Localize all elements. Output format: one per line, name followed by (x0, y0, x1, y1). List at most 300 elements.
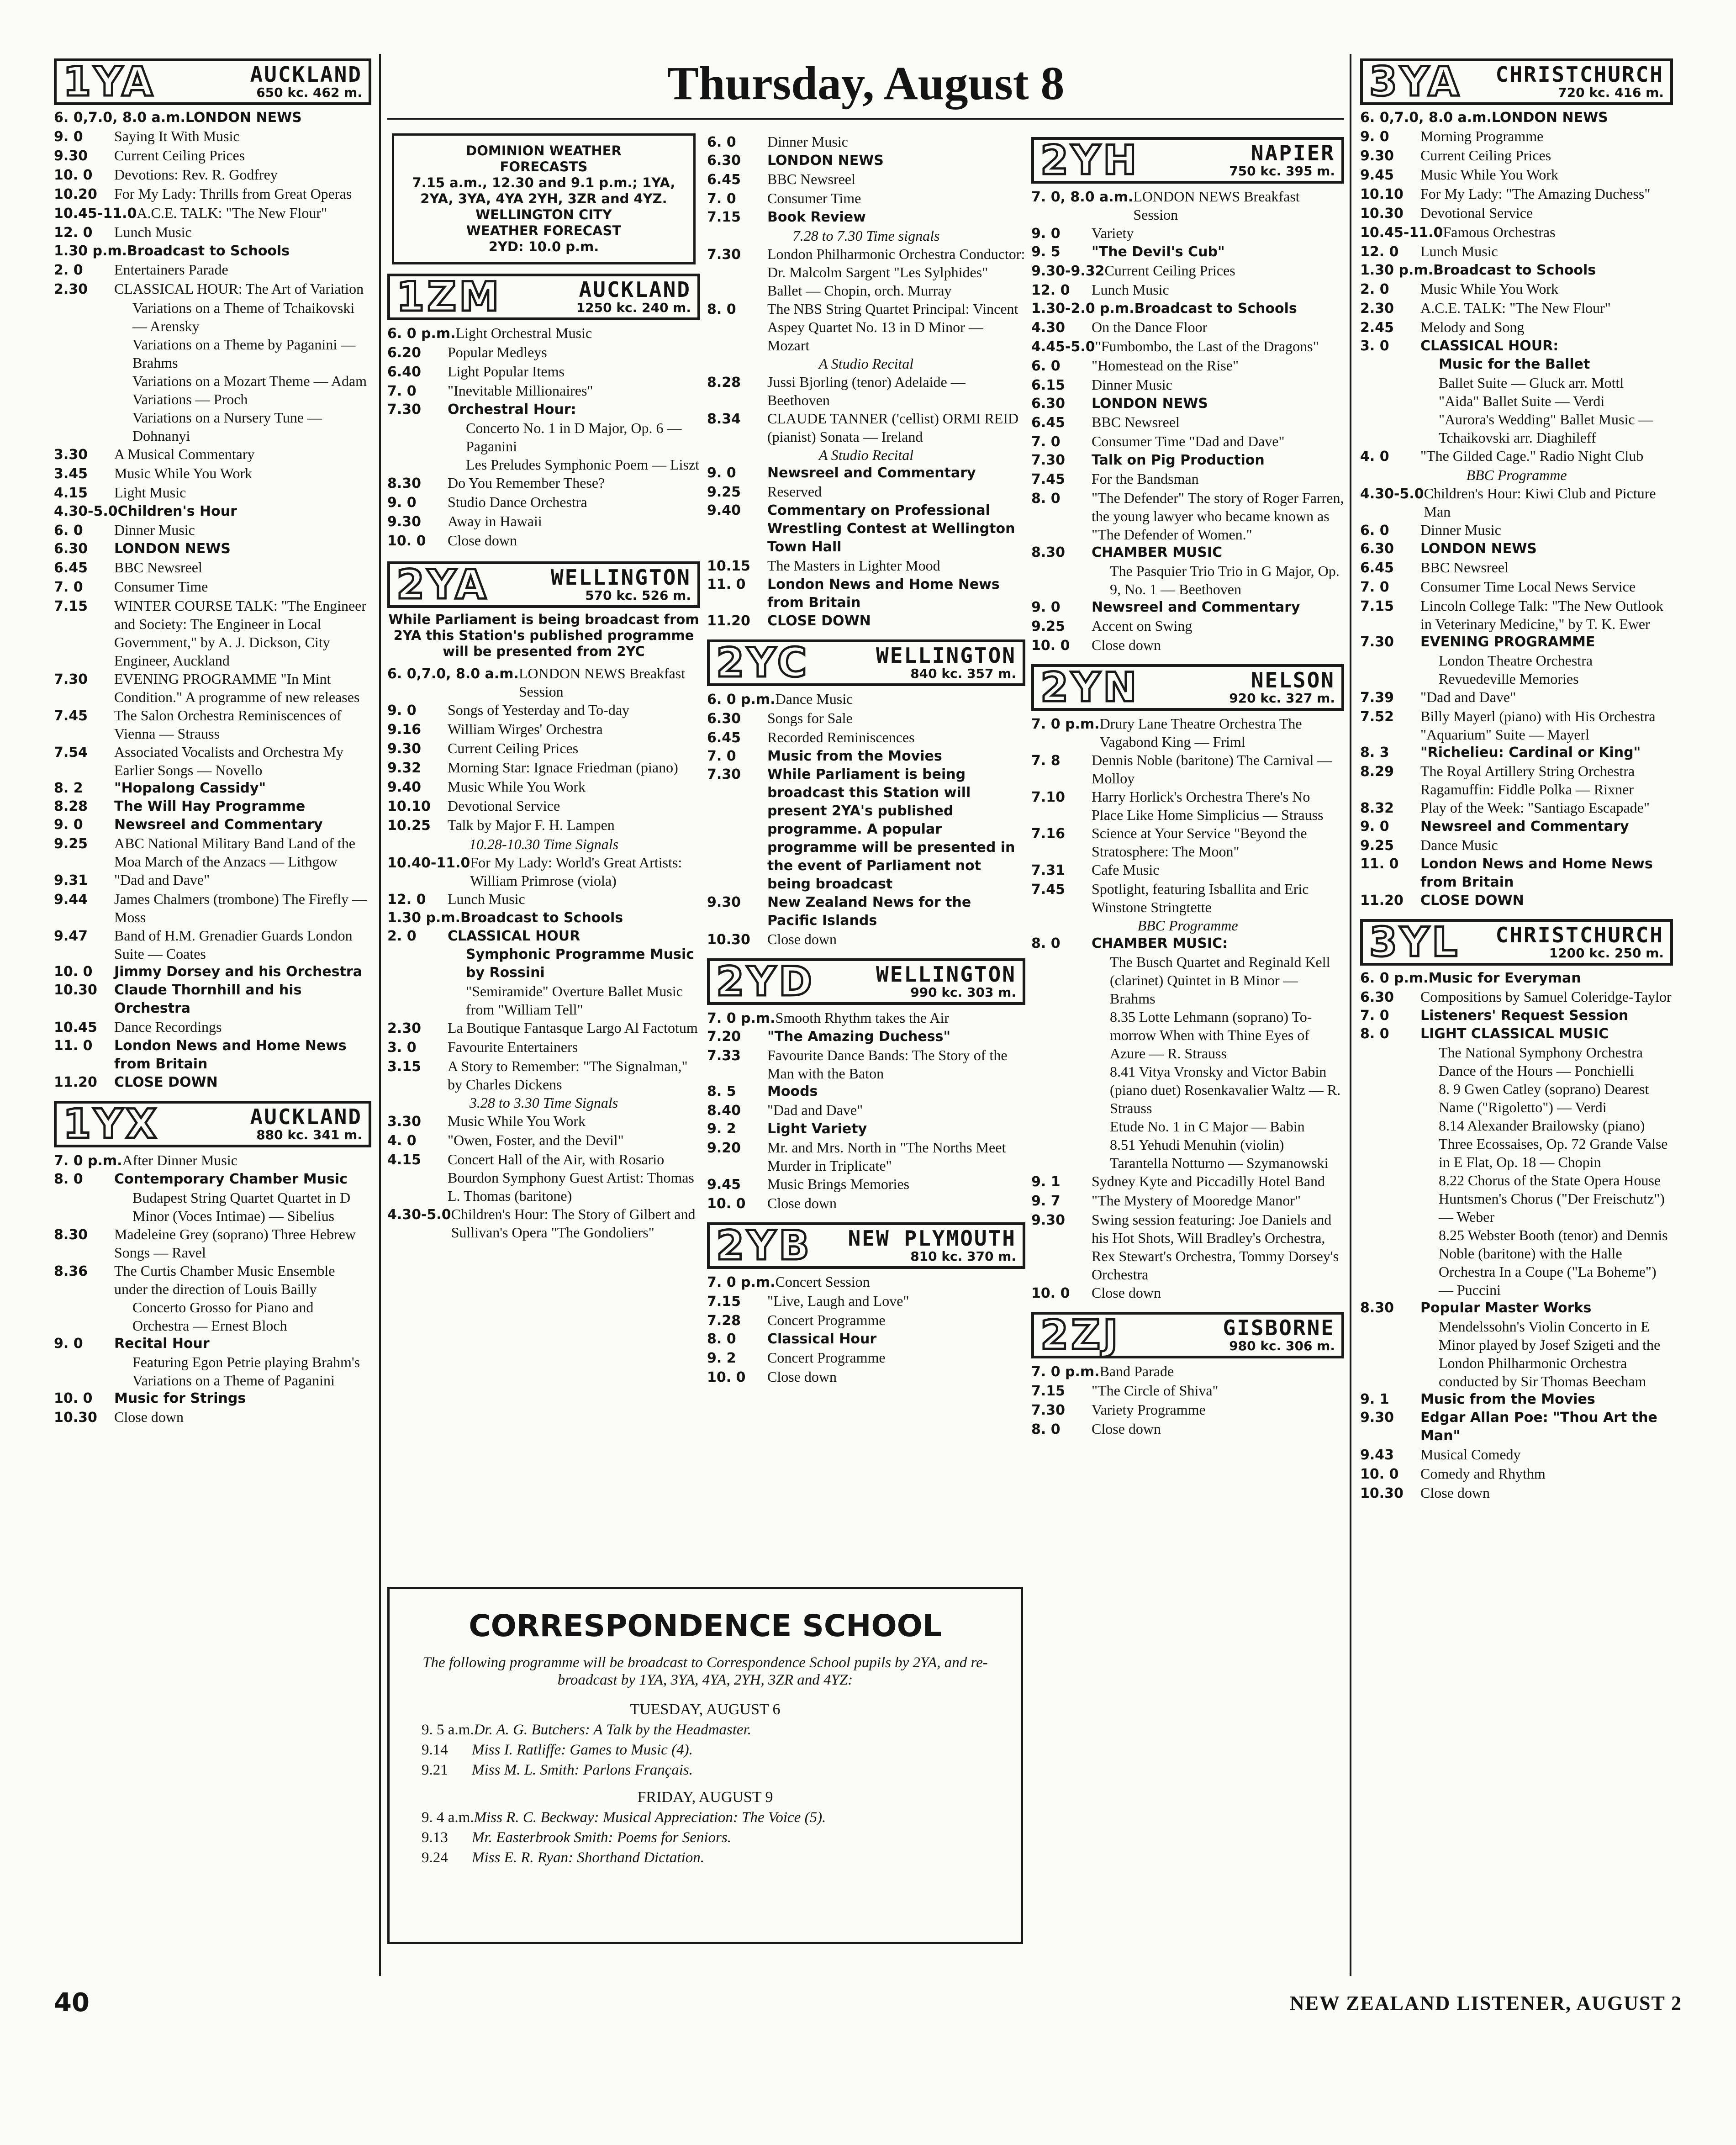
program-time: 7.31 (1031, 862, 1066, 878)
program-title: Variations on a Nursery Tune — Dohnanyi (132, 409, 322, 444)
program-entry (1360, 707, 1673, 744)
program-title: Concerto Grosso for Piano and Orchestra — Ernest Bloch (132, 1299, 314, 1334)
program-title: "Fumbombo, the Last of the Dragons" (1095, 338, 1319, 354)
program-title: Close down (114, 1409, 184, 1425)
program-title: Children's Hour: The Story of Gilbert and Sullivan's Opera "The Gondoliers" (451, 1206, 696, 1241)
program-time: 6.45 (1031, 415, 1066, 431)
program-entry (387, 401, 700, 419)
station-logo-2zj (1031, 1312, 1344, 1358)
program-time: 9. 1 (1031, 1174, 1061, 1190)
program-time: 9.30-9.32 (1031, 263, 1105, 279)
program-entry (707, 446, 1025, 464)
program-entry (1031, 562, 1344, 598)
program-time: 8.30 (1360, 1300, 1394, 1316)
program-entry (707, 728, 1025, 747)
program-title: Variety (1092, 225, 1134, 241)
program-title: "The Circle of Shiva" (1092, 1382, 1219, 1399)
program-title: Songs for Sale (767, 710, 853, 726)
program-title: "Inevitable Millionaires" (448, 382, 593, 399)
station-call: 2YH (1040, 137, 1140, 184)
program-entry (707, 1120, 1025, 1138)
program-entry (54, 390, 371, 408)
program-time: 12. 0 (1031, 282, 1070, 298)
program-entry (707, 766, 1025, 893)
program-entry (387, 701, 700, 720)
program-time: 6.30 (54, 541, 88, 557)
masthead-rule (387, 118, 1344, 120)
station-call: 1YA (63, 58, 156, 105)
program-title: Popular Medleys (448, 344, 547, 360)
column-5 (1360, 54, 1673, 1503)
program-title: A.C.E. TALK: "The New Flour" (137, 205, 327, 221)
program-entry (1031, 489, 1344, 544)
program-title: "The Mystery of Mooredge Manor" (1092, 1192, 1301, 1209)
correspondence-item (422, 1807, 989, 1828)
program-time: 8.36 (54, 1263, 88, 1279)
program-entry (387, 343, 700, 362)
program-entry (1360, 688, 1673, 707)
program-note: A Studio Recital (818, 447, 914, 463)
program-entry (1031, 470, 1344, 489)
program-title: Variations — Proch (132, 391, 248, 407)
program-time: 7.30 (387, 402, 422, 417)
program-title: Light Variety (767, 1121, 867, 1137)
program-entry (54, 260, 371, 280)
program-entry (54, 185, 371, 204)
program-title: Moods (767, 1083, 818, 1099)
program-time: 7.54 (54, 745, 88, 761)
program-title: The Masters in Lighter Mood (767, 557, 940, 574)
program-title: Orchestral Hour: (448, 402, 576, 417)
program-entry (707, 208, 1025, 227)
program-list-2yd (707, 1009, 1025, 1213)
station-call: 2YA (396, 561, 489, 608)
program-time: 3. 0 (1360, 338, 1389, 354)
column-2 (387, 123, 700, 1242)
program-entry (1360, 1080, 1673, 1116)
program-entry (54, 834, 371, 871)
program-time: 7.15 (707, 209, 741, 225)
program-entry (1360, 355, 1673, 374)
program-time: 10.10 (387, 798, 431, 814)
program-title: Studio Dance Orchestra (448, 494, 587, 510)
program-note: BBC Programme (1466, 467, 1567, 483)
program-time: 7.20 (707, 1029, 741, 1045)
program-title: Current Ceiling Prices (1104, 262, 1235, 279)
program-entry (1360, 836, 1673, 855)
program-entry (54, 483, 371, 502)
program-time: 7. 0 (1360, 1008, 1389, 1024)
program-entry (1360, 261, 1673, 280)
program-time: 6.20 (387, 345, 422, 361)
correspondence-title: Miss I. Ratliffe: Games to Music (4). (472, 1742, 693, 1758)
program-time: 9.30 (707, 894, 741, 910)
program-time: 4.30-5.0 (387, 1207, 451, 1223)
program-title: Concert Session (775, 1273, 870, 1290)
column-1 (54, 54, 371, 1427)
program-time: 7.30 (54, 671, 88, 687)
program-title: Mendelssohn's Violin Concerto in E Minor played by Josef Szigeti and the London Philharmonic Orchestra conducted by Sir Thomas Beecham (1439, 1318, 1661, 1389)
program-entry (54, 1262, 371, 1298)
program-entry (1360, 855, 1673, 892)
program-entry (54, 540, 371, 558)
program-entry (54, 558, 371, 577)
program-entry (707, 227, 1025, 245)
program-time: 10.30 (707, 932, 750, 948)
correspondence-item (422, 1848, 989, 1868)
program-time: 7.39 (1360, 690, 1394, 706)
program-time: 11. 0 (707, 576, 746, 592)
program-title: The NBS String Quartet Principal: Vincent Aspey Quartet No. 13 in D Minor — Mozart (767, 301, 1018, 354)
program-title: Favourite Dance Bands: The Story of the Man with the Baton (767, 1047, 1008, 1082)
program-time: 7.30 (1360, 634, 1394, 650)
program-time: 7.45 (1031, 882, 1066, 898)
program-title: Lunch Music (1420, 243, 1498, 259)
program-time: 6. 0,7.0, 8.0 a.m. (54, 110, 185, 126)
program-title: CLOSE DOWN (767, 613, 871, 629)
program-entry (1031, 243, 1344, 261)
program-time: 9.16 (387, 722, 422, 738)
program-time: 6. 0 p.m. (707, 692, 776, 708)
program-time: 10.40-11.0 (387, 855, 470, 871)
program-title: Close down (1092, 637, 1161, 653)
program-entry (387, 982, 700, 1019)
program-title: Broadcast to Schools (127, 243, 290, 259)
program-entry (707, 1028, 1025, 1046)
column-rule (379, 54, 381, 1976)
program-entry (707, 930, 1025, 949)
station-frequency: 990 kc. 303 m. (910, 985, 1016, 1000)
program-time: 9.30 (387, 741, 422, 757)
program-title: Budapest String Quartet Quartet in D Minor (Voces Intimae) — Sibelius (132, 1189, 351, 1224)
program-list-2ya-continued (707, 132, 1025, 630)
program-title: Lunch Music (1092, 281, 1169, 298)
program-title: Sydney Kyte and Piccadilly Hotel Band (1092, 1173, 1325, 1189)
program-entry (387, 324, 700, 343)
correspondence-list (422, 1720, 989, 1780)
program-title: 8.14 Alexander Brailowsky (piano) Three Ecossaises, Op. 72 Grande Valse in E Flat, Op. 18 — Chopin (1439, 1117, 1668, 1170)
program-time: 6.45 (707, 730, 741, 746)
program-title: For My Lady: Thrills from Great Operas (114, 185, 352, 202)
program-entry (1031, 1008, 1344, 1062)
program-title: A.C.E. TALK: "The New Flour" (1420, 300, 1611, 316)
program-entry (1360, 1171, 1673, 1226)
program-title: Music for Strings (114, 1390, 246, 1406)
program-time: 9.47 (54, 928, 88, 944)
program-note: 3.28 to 3.30 Time Signals (469, 1094, 618, 1111)
program-entry (707, 1194, 1025, 1213)
program-title: BBC Newsreel (767, 171, 855, 187)
program-title: Newsreel and Commentary (114, 817, 323, 833)
program-entry (387, 1150, 700, 1205)
program-entry (54, 798, 371, 816)
program-title: Music While You Work (1420, 280, 1559, 297)
program-entry (707, 1083, 1025, 1101)
program-entry (707, 482, 1025, 502)
program-time: 7.30 (1031, 452, 1066, 468)
program-title: For the Bandsman (1092, 470, 1199, 487)
program-title: Music for Everyman (1428, 970, 1581, 986)
program-title: Music While You Work (1420, 166, 1559, 183)
program-list-2yb (707, 1273, 1025, 1387)
program-entry (54, 816, 371, 834)
program-time: 9.40 (387, 779, 422, 795)
program-entry (1360, 1025, 1673, 1043)
column-3 (707, 132, 1025, 1387)
program-time: 9. 0 (1031, 599, 1061, 615)
program-title: Away in Hawaii (448, 513, 542, 529)
program-entry (1031, 953, 1344, 1008)
program-time: 9.25 (707, 484, 741, 500)
program-title: LONDON NEWS Breakfast Session (1133, 188, 1300, 223)
program-time: 8. 0 (54, 1171, 83, 1187)
program-time: 7. 0 p.m. (707, 1274, 776, 1290)
program-time: 10. 0 (1031, 1285, 1070, 1301)
program-time: 10.30 (1360, 206, 1404, 222)
program-title: Jimmy Dorsey and his Orchestra (114, 964, 362, 980)
program-entry (1031, 280, 1344, 300)
program-title: Music While You Work (448, 778, 586, 795)
program-entry (1031, 356, 1344, 375)
program-time: 10. 0 (1031, 638, 1070, 654)
station-logo-2yb (707, 1222, 1025, 1269)
program-entry (1031, 1362, 1344, 1381)
program-title: Lunch Music (114, 224, 192, 240)
program-entry (387, 664, 700, 701)
program-title: Close down (1092, 1421, 1161, 1437)
program-entry (387, 1094, 700, 1112)
program-title: Featuring Egon Petrie playing Brahm's Variations on a Theme of Paganini (132, 1354, 360, 1389)
program-time: 9.30 (1031, 1212, 1066, 1228)
program-entry (54, 223, 371, 242)
program-entry (1360, 146, 1673, 165)
program-time: 7.30 (707, 766, 741, 782)
program-entry (387, 531, 700, 550)
program-time: 6.30 (1031, 396, 1066, 412)
program-entry (1360, 1116, 1673, 1171)
program-time: 11.20 (1360, 893, 1404, 909)
program-title: For My Lady: World's Great Artists: William Primrose (viola) (470, 854, 682, 889)
program-title: New Zealand News for the Pacific Islands (767, 894, 971, 929)
program-time: 1.30 p.m. (387, 910, 460, 926)
program-time: 4.30-5.0 (1360, 486, 1424, 502)
program-time: 8.30 (387, 475, 422, 491)
program-title: The National Symphony Orchestra Dance of the Hours — Ponchielli (1439, 1044, 1643, 1079)
program-entry (387, 381, 700, 401)
program-entry (1031, 318, 1344, 337)
program-title: Cafe Music (1092, 861, 1160, 878)
program-title: The Curtis Chamber Music Ensemble under the direction of Louis Bailly (114, 1263, 335, 1297)
correspondence-day-heading: FRIDAY, AUGUST 9 (637, 1789, 773, 1806)
program-entry (1031, 337, 1344, 356)
program-title: Lunch Music (448, 891, 525, 907)
program-list-1ya (54, 109, 371, 1092)
program-time: 10. 0 (387, 533, 426, 549)
program-title: Dinner Music (114, 522, 195, 538)
program-time: 8.32 (1360, 800, 1394, 816)
program-entry (387, 909, 700, 927)
program-title: Devotional Service (448, 798, 560, 814)
program-title: Symphonic Programme Music by Rossini (466, 946, 695, 981)
program-title: 8.41 Vitya Vronsky and Victor Babin (piano duet) Rosenkavalier Waltz — R. Strauss (1110, 1063, 1341, 1116)
program-entry (1031, 1284, 1344, 1303)
program-entry (54, 779, 371, 798)
program-time: 2. 0 (1360, 281, 1389, 297)
program-time: 9. 7 (1031, 1193, 1061, 1209)
program-entry (387, 1019, 700, 1038)
program-entry (1031, 1210, 1344, 1284)
correspondence-item (422, 1828, 989, 1848)
program-time: 8. 0 (1031, 491, 1061, 507)
program-time: 11.20 (707, 613, 750, 629)
program-entry (1031, 1420, 1344, 1439)
program-entry (1360, 818, 1673, 836)
program-time: 10.45-11.0 (1360, 225, 1443, 241)
program-time: 3.30 (387, 1114, 422, 1130)
program-time: 2.30 (387, 1020, 422, 1036)
program-entry (387, 493, 700, 512)
program-time: 10. 0 (54, 167, 93, 183)
program-entry (1360, 1226, 1673, 1299)
program-entry (1360, 988, 1673, 1007)
station-logo-2ya (387, 561, 700, 608)
program-time: 7.16 (1031, 826, 1066, 842)
program-entry (387, 512, 700, 531)
program-time: 9. 0 (387, 495, 417, 511)
program-time: 3.30 (54, 447, 88, 463)
program-title: 8. 9 Gwen Catley (soprano) Dearest Name ("Rigoletto") — Verdi (1439, 1081, 1649, 1115)
program-entry (54, 127, 371, 146)
program-title: Swing session featuring: Joe Daniels and his Hot Shots, Will Bradley's Orchestra, Rex Stewart's Orchestra, Tommy Dorsey's Orchestra (1092, 1211, 1339, 1283)
program-title: Consumer Time (767, 190, 861, 206)
program-time: 10. 0 (54, 964, 93, 980)
program-time: 4.15 (54, 485, 88, 501)
program-title: Classical Hour (767, 1331, 877, 1347)
program-entry (54, 109, 371, 127)
program-entry (707, 170, 1025, 189)
program-entry (387, 720, 700, 739)
weather-forecast-box (392, 133, 696, 264)
program-list-2yh (1031, 187, 1344, 655)
program-title: Saying It With Music (114, 128, 240, 144)
program-entry (707, 152, 1025, 170)
program-time: 9. 0 (54, 129, 83, 145)
program-time: 8.28 (707, 375, 741, 391)
program-list-1yx (54, 1151, 371, 1427)
program-title: Consumer Time Local News Service (1420, 578, 1636, 595)
program-entry (1360, 1409, 1673, 1445)
program-title: Spotlight, featuring Isballita and Eric Winstone Stringtette (1092, 881, 1309, 915)
correspondence-school-box (387, 1587, 1023, 1944)
program-time: 9.30 (387, 514, 422, 530)
program-title: "Live, Laugh and Love" (767, 1293, 909, 1309)
program-entry (54, 890, 371, 926)
weather-heading: WEATHER FORECAST (466, 223, 622, 238)
program-title: Drury Lane Theatre Orchestra The Vagabond King — Friml (1099, 715, 1302, 750)
program-entry (707, 893, 1025, 930)
program-entry (387, 816, 700, 835)
program-time: 10.45 (54, 1020, 97, 1036)
program-entry (1031, 1117, 1344, 1136)
program-time: 10.20 (54, 186, 97, 202)
correspondence-day-heading: TUESDAY, AUGUST 6 (630, 1701, 781, 1718)
program-entry (707, 1330, 1025, 1348)
program-time: 9. 0 (54, 817, 83, 833)
program-title: EVENING PROGRAMME "In Mint Condition." A programme of new releases (114, 671, 360, 705)
program-title: Concerto No. 1 in D Major, Op. 6 — Paganini (466, 420, 682, 454)
station-logo-2yd (707, 958, 1025, 1005)
program-entry (1360, 185, 1673, 204)
program-entry (54, 1018, 371, 1037)
station-frequency: 920 kc. 327 m. (1229, 691, 1335, 706)
program-entry (54, 408, 371, 445)
program-title: Entertainers Parade (114, 261, 228, 278)
program-time: 9. 5 (1031, 244, 1061, 260)
program-time: 4.30 (1031, 320, 1066, 336)
correspondence-time: 9. 5 a.m. (422, 1722, 474, 1738)
program-title: Commentary on Professional Wrestling Contest at Wellington Town Hall (767, 502, 1015, 555)
program-title: "The Defender" The story of Roger Farren, the young lawyer who became known as "The Defender of Women." (1092, 490, 1344, 543)
column-4 (1031, 132, 1344, 1439)
program-time: 7.15 (707, 1294, 741, 1310)
program-title: Morning Programme (1420, 128, 1544, 144)
program-title: La Boutique Fantasque Largo Al Factotum (448, 1020, 698, 1036)
program-note: 10.28-10.30 Time Signals (469, 836, 619, 852)
station-frequency: 1250 kc. 240 m. (576, 300, 691, 315)
program-time: 8.40 (707, 1103, 741, 1119)
program-time: 9.30 (1360, 148, 1394, 164)
program-time: 9.45 (1360, 167, 1394, 183)
program-title: After Dinner Music (122, 1152, 237, 1168)
weather-heading: DOMINION WEATHER (466, 143, 622, 158)
program-time: 7. 0 (387, 383, 417, 399)
program-time: 6. 0,7.0, 8.0 a.m. (1360, 110, 1492, 126)
program-title: LONDON NEWS (1092, 396, 1208, 412)
program-title: Comedy and Rhythm (1420, 1465, 1546, 1482)
program-title: Close down (448, 532, 517, 549)
program-entry (1031, 880, 1344, 916)
program-entry (707, 576, 1025, 612)
program-time: 9. 0 (707, 465, 736, 481)
program-title: LIGHT CLASSICAL MUSIC (1420, 1026, 1609, 1042)
program-time: 2.30 (1360, 301, 1394, 317)
program-entry (707, 354, 1025, 373)
program-entry (387, 758, 700, 777)
program-title: Accent on Swing (1092, 618, 1193, 634)
correspondence-title: Miss E. R. Ryan: Shorthand Dictation. (472, 1849, 705, 1866)
program-time: 9.25 (54, 836, 88, 852)
program-title: 8.25 Webster Booth (tenor) and Dennis Noble (baritone) with the Halle Orchestra In a Coupe ("La Boheme") — Puccini (1439, 1227, 1668, 1298)
program-title: Band of H.M. Grenadier Guards London Suite — Coates (114, 927, 353, 962)
program-title: LONDON NEWS (1491, 110, 1608, 126)
station-call: 2YB (716, 1222, 813, 1269)
program-time: 7. 0 p.m. (1031, 716, 1100, 732)
program-entry (54, 280, 371, 299)
program-entry (707, 1368, 1025, 1387)
program-entry (707, 1046, 1025, 1083)
station-call: 2YN (1040, 664, 1140, 711)
program-title: Children's Hour: Kiwi Club and Picture Man (1424, 485, 1656, 520)
program-entry (1031, 1400, 1344, 1420)
program-entry (1360, 633, 1673, 651)
station-city: NELSON (1251, 668, 1335, 692)
program-title: Claude Thornhill and his Orchestra (114, 982, 302, 1016)
program-entry (54, 1037, 371, 1073)
program-entry (707, 612, 1025, 630)
program-title: Light Popular Items (448, 363, 565, 380)
program-time: 2. 0 (387, 928, 417, 944)
program-list-2zj (1031, 1362, 1344, 1439)
